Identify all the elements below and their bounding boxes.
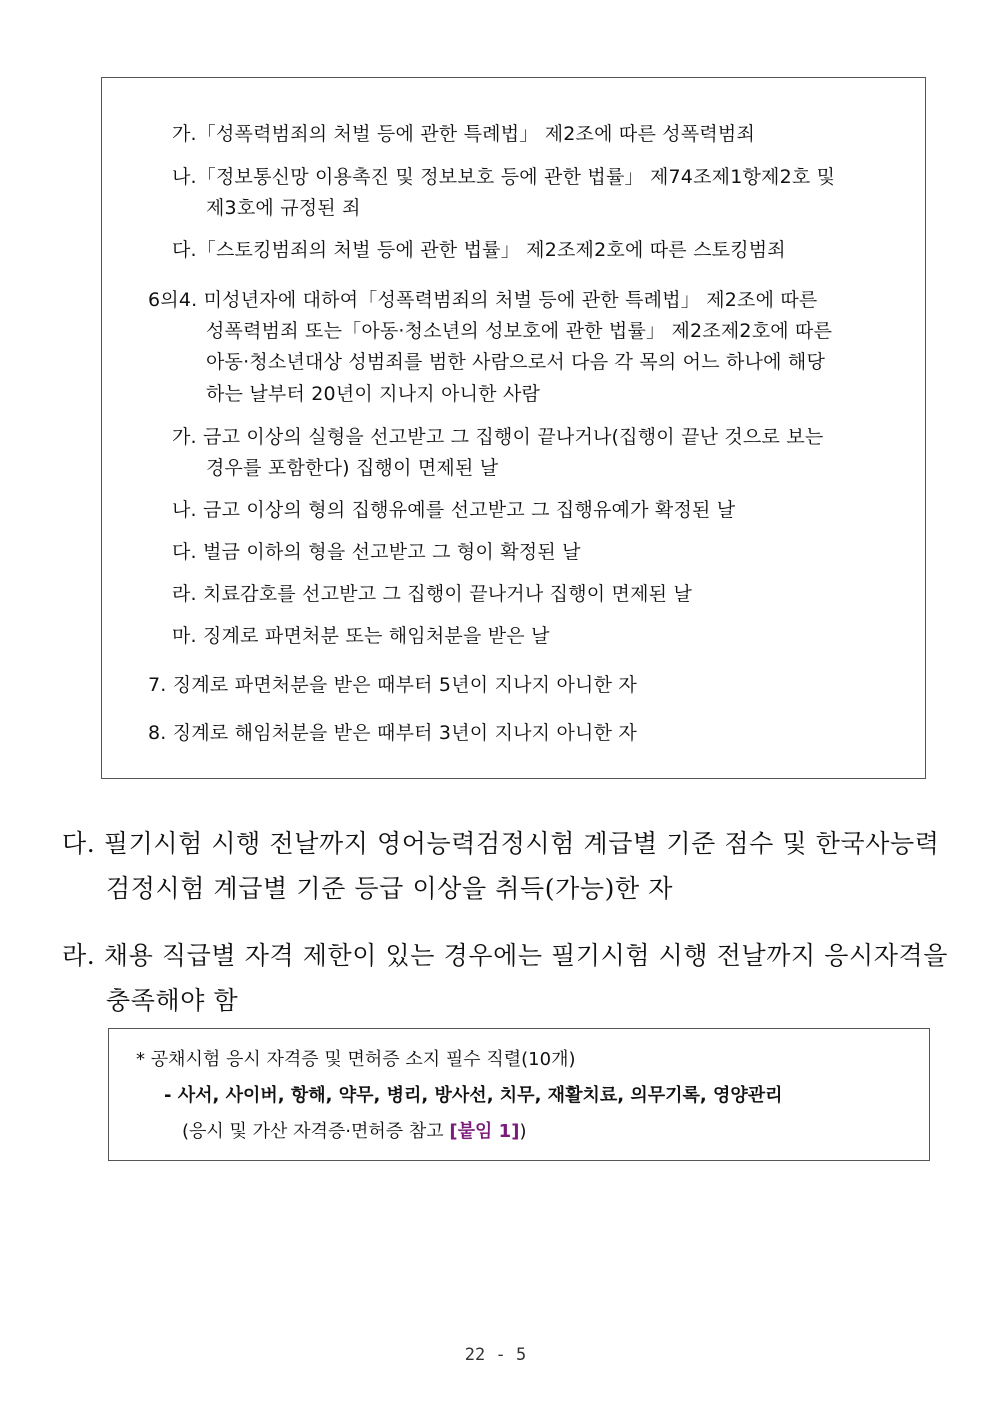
attachment-reference: [붙임 1] [449, 1121, 520, 1142]
clause-8: 8. 징계로 해임처분을 받은 때부터 3년이 지나지 아니한 자 [148, 722, 637, 744]
item-da-cont: 검정시험 계급별 기준 등급 이상을 취득(가능)한 자 [106, 874, 673, 903]
note-reference-prefix: (응시 및 가산 자격증·면허증 참고 [182, 1121, 450, 1142]
clause-6-4-cont-2: 아동·청소년대상 성범죄를 범한 사람으로서 다음 각 목의 어느 하나에 해당 [206, 351, 826, 373]
clause-da-stalking: 다.「스토킹범죄의 처벌 등에 관한 법률」 제2조제2호에 따른 스토킹범죄 [172, 239, 786, 261]
note-reference [182, 1120, 526, 1144]
clause-7: 7. 징계로 파면처분을 받은 때부터 5년이 지나지 아니한 자 [148, 674, 637, 696]
clause-6-4: 6의4. 미성년자에 대하여「성폭력범죄의 처벌 등에 관한 특례법」 제2조에 따른 [148, 289, 818, 311]
sub-na-probation: 나. 금고 이상의 형의 집행유예를 선고받고 그 집행유예가 확정된 날 [172, 499, 736, 521]
sub-da-fine: 다. 벌금 이하의 형을 선고받고 그 형이 확정된 날 [172, 541, 581, 563]
sub-ra-treatment: 라. 치료감호를 선고받고 그 집행이 끝나거나 집행이 면제된 날 [172, 583, 693, 605]
sub-ga-prison: 가. 금고 이상의 실형을 선고받고 그 집행이 끝나거나(집행이 끝난 것으로 보는 [172, 426, 824, 448]
item-da: 다. 필기시험 시행 전날까지 영어능력검정시험 계급별 기준 점수 및 한국사능력 [62, 829, 940, 858]
clause-na-network-law: 나.「정보통신망 이용촉진 및 정보보호 등에 관한 법률」 제74조제1항제2호 및 [172, 166, 836, 188]
clause-6-4-cont-3: 하는 날부터 20년이 지나지 아니한 사람 [206, 383, 541, 405]
sub-ga-prison-cont: 경우를 포함한다) 집행이 면제된 날 [206, 457, 499, 479]
note-title: * 공채시험 응시 자격증 및 면허증 소지 필수 직렬(10개) [136, 1049, 576, 1070]
page-number: 22 - 5 [464, 1345, 527, 1365]
clause-na-network-law-cont: 제3호에 규정된 죄 [206, 197, 361, 219]
clause-6-4-cont-1: 성폭력범죄 또는「아동·청소년의 성보호에 관한 법률」 제2조제2호에 따른 [206, 320, 833, 342]
note-list: - 사서, 사이버, 항해, 약무, 병리, 방사선, 치무, 재활치료, 의무기록, 영양관리 [164, 1085, 783, 1106]
note-reference-suffix: ) [519, 1121, 527, 1142]
item-ra-cont: 충족해야 함 [106, 986, 239, 1015]
sub-ma-dismissal: 마. 징계로 파면처분 또는 해임처분을 받은 날 [172, 625, 550, 647]
item-ra: 라. 채용 직급별 자격 제한이 있는 경우에는 필기시험 시행 전날까지 응시자격을 [62, 941, 949, 970]
clause-ga-sexual-crime: 가.「성폭력범죄의 처벌 등에 관한 특례법」 제2조에 따른 성폭력범죄 [172, 123, 756, 145]
